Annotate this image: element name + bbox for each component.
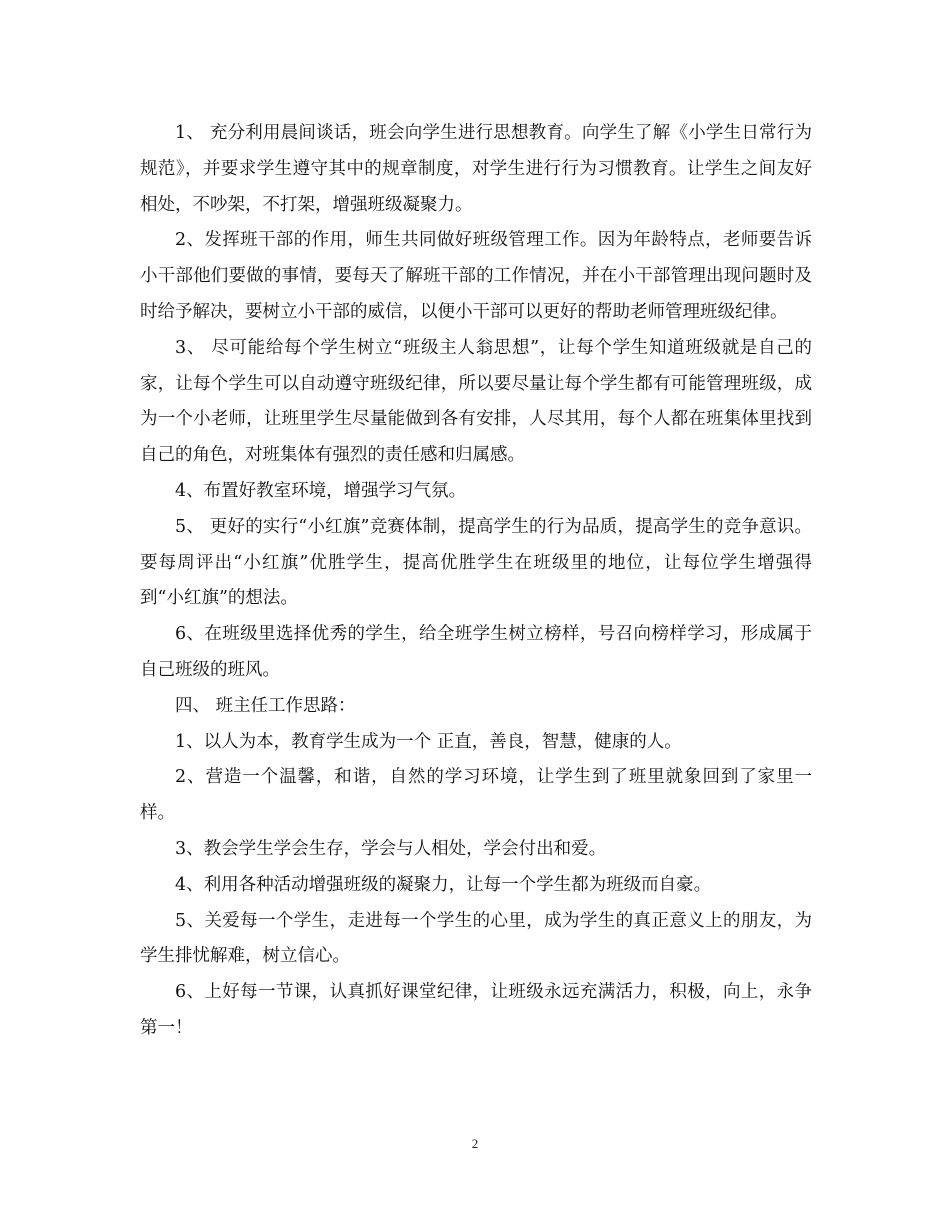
paragraph-5: 5、 更好的实行“小红旗”竞赛体制，提高学生的行为品质，提高学生的竞争意识。要每周评出“小红旗”优胜学生，提高优胜学生在班级里的地位，让每位学生增强得到“小红旗”的想法。: [140, 516, 812, 609]
page-number: 2: [471, 1136, 479, 1151]
paragraph-1: 1、 充分利用晨间谈话，班会向学生进行思想教育。向学生了解《小学生日常行为规范》，并要求学生遵守其中的规章制度，对学生进行行为习惯教育。让学生之间友好相处，不吵架，不打架，增强班级凝聚力。: [140, 123, 812, 215]
paragraph-7: 1、以人为本，教育学生成为一个 正直，善良，智慧，健康的人。: [175, 731, 682, 752]
paragraph-2: 2、发挥班干部的作用，师生共同做好班级管理工作。因为年龄特点，老师要告诉小干部他们要做的事情，要每天了解班干部的工作情况，并在小干部管理出现问题时及时给予解决，要树立小干部的威信，以便小干部可以更好的帮助老师管理班级纪律。: [140, 230, 812, 322]
paragraph-3: 3、 尽可能给每个学生树立“班级主人翁思想”，让每个学生知道班级就是自己的家，让每个学生可以自动遵守班级纪律，所以要尽量让每个学生都有可能管理班级，成为一个小老师，让班里学生尽量能做到各有安排，人尽其用，每个人都在班集体里找到自己的角色，对班集体有强烈的责任感和归属感。: [140, 337, 812, 466]
paragraph-9: 3、教会学生学会生存，学会与人相处，学会付出和爱。: [175, 838, 607, 859]
section-heading: 四、 班主任工作思路：: [175, 695, 356, 716]
paragraph-8: 2、营造一个温馨，和谐，自然的学习环境，让学生到了班里就象回到了家里一样。: [140, 767, 812, 824]
paragraph-10: 4、利用各种活动增强班级的凝聚力，让每一个学生都为班级而自豪。: [175, 874, 712, 895]
paragraph-11: 5、关爱每一个学生，走进每一个学生的心里，成为学生的真正意义上的朋友，为学生排忧解难，树立信心。: [140, 910, 812, 967]
paragraph-12: 6、上好每一节课，认真抓好课堂纪律，让班级永远充满活力，积极，向上，永争第一！: [140, 982, 812, 1038]
document-body: [140, 116, 812, 1047]
paragraph-6: 6、在班级里选择优秀的学生，给全班学生树立榜样，号召向榜样学习，形成属于自己班级的班风。: [140, 624, 812, 680]
paragraph-4: 4、布置好教室环境，增强学习气氛。: [175, 480, 467, 501]
